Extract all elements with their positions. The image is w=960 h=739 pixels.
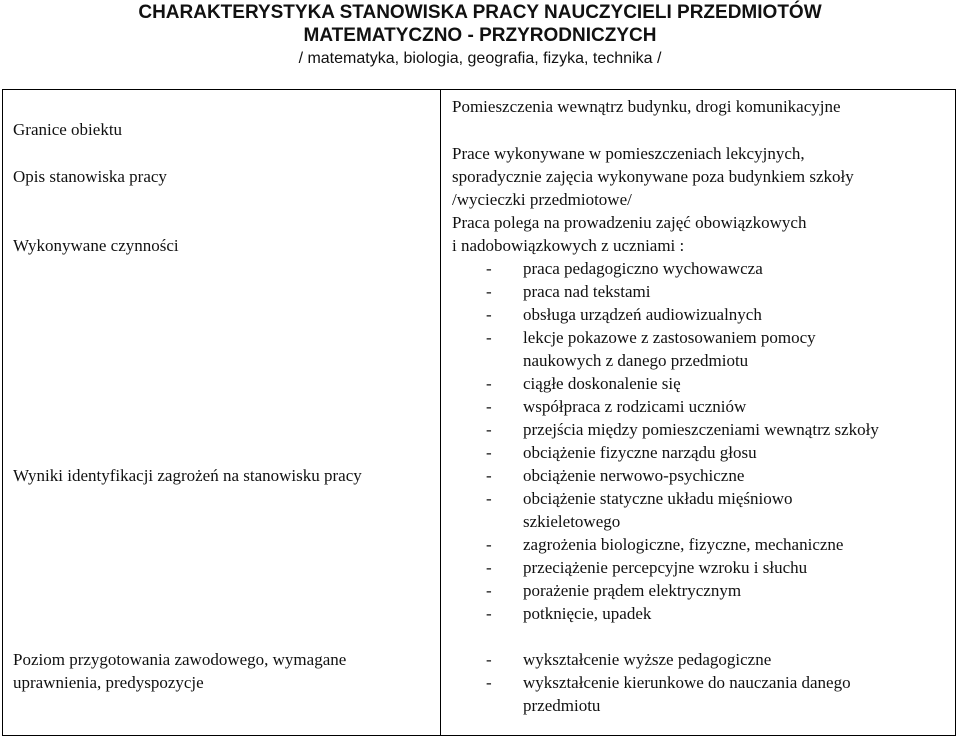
list-item: - obsługa urządzeń audiowizualnych <box>486 303 879 326</box>
list-item-continuation: przedmiotu <box>523 696 601 715</box>
zagrozenia-list <box>486 441 843 625</box>
label-poziom-przygotowania-2: uprawnienia, predyspozycje <box>13 673 204 692</box>
list-item: - praca pedagogiczno wychowawcza <box>486 257 879 280</box>
opis-line-1: Prace wykonywane w pomieszczeniach lekcyjnych, <box>452 144 805 163</box>
title-line-2: MATEMATYCZNO - PRZYRODNICZYCH <box>303 25 657 46</box>
list-item: - potknięcie, upadek <box>486 602 843 625</box>
czynnosci-list <box>486 257 879 441</box>
subtitle: / matematyka, biologia, geografia, fizyka, technika / <box>298 50 662 67</box>
list-item: - współpraca z rodzicami uczniów <box>486 395 879 418</box>
poziom-list <box>486 648 851 717</box>
title-line-1: CHARAKTERYSTYKA STANOWISKA PRACY NAUCZYCIELI PRZEDMIOTÓW <box>138 2 822 23</box>
label-granice-obiektu: Granice obiektu <box>13 120 123 139</box>
list-item: - obciążenie nerwowo-psychiczne <box>486 464 843 487</box>
list-item: - wykształcenie wyższe pedagogiczne <box>486 648 851 671</box>
opis-line-2: sporadycznie zajęcia wykonywane poza budynkiem szkoły <box>452 167 854 186</box>
czynnosci-intro-2: i nadobowiązkowych z uczniami : <box>452 236 685 255</box>
list-item: - przeciążenie percepcyjne wzroku i słuchu <box>486 556 843 579</box>
list-item: - wykształcenie kierunkowe do nauczania danego <box>486 671 851 694</box>
opis-line-3: /wycieczki przedmiotowe/ <box>452 190 632 209</box>
czynnosci-intro-1: Praca polega na prowadzeniu zajęć obowiązkowych <box>452 213 807 232</box>
list-item: - lekcje pokazowe z zastosowaniem pomocy <box>486 326 879 349</box>
list-item: - przejścia między pomieszczeniami wewnątrz szkoły <box>486 418 879 441</box>
list-item-continuation: szkieletowego <box>523 512 621 531</box>
characteristics-table <box>2 89 956 736</box>
label-opis-stanowiska: Opis stanowiska pracy <box>13 167 167 186</box>
list-item: - obciążenie fizyczne narządu głosu <box>486 441 843 464</box>
label-wyniki-identyfikacji: Wyniki identyfikacji zagrożeń na stanowisku pracy <box>13 466 362 485</box>
list-item-continuation: naukowych z danego przedmiotu <box>523 351 749 370</box>
list-item: - zagrożenia biologiczne, fizyczne, mechaniczne <box>486 533 843 556</box>
label-poziom-przygotowania-1: Poziom przygotowania zawodowego, wymagane <box>13 650 347 669</box>
label-wykonywane-czynnosci: Wykonywane czynności <box>13 236 179 255</box>
list-item: - ciągłe doskonalenie się <box>486 372 879 395</box>
list-item: - obciążenie statyczne układu mięśniowo <box>486 487 843 510</box>
column-divider <box>440 90 441 735</box>
value-granice-obiektu: Pomieszczenia wewnątrz budynku, drogi komunikacyjne <box>452 97 841 116</box>
list-item: - porażenie prądem elektrycznym <box>486 579 843 602</box>
list-item: - praca nad tekstami <box>486 280 879 303</box>
